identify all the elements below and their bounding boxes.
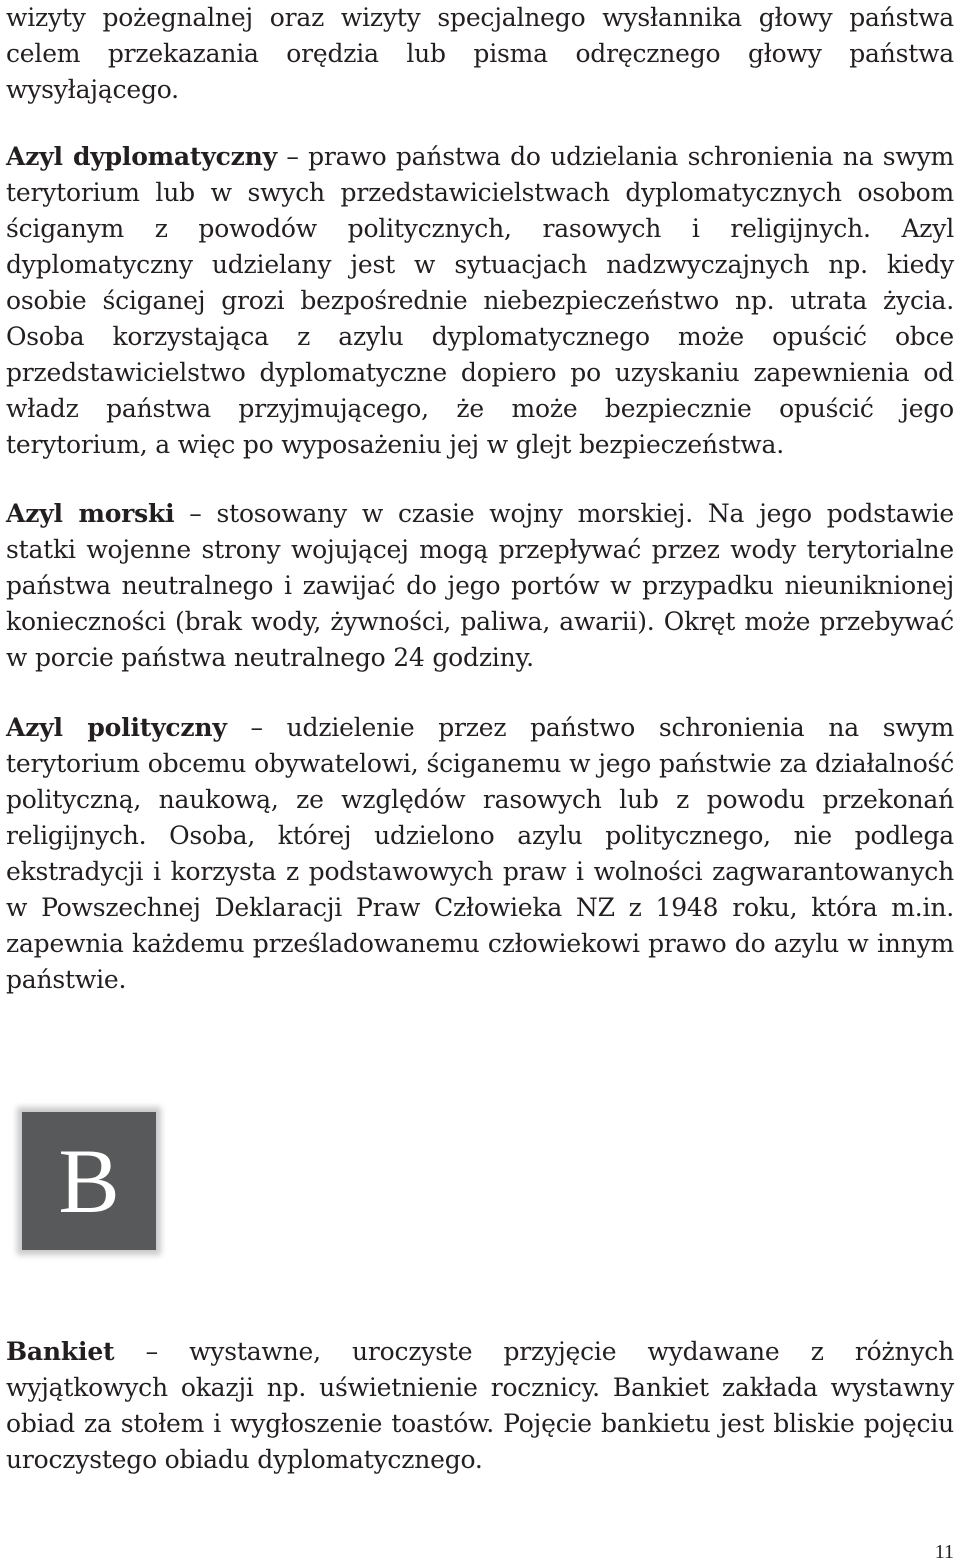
term: Azyl dyplomatyczny bbox=[6, 142, 277, 171]
entry-azyl-polityczny bbox=[6, 710, 954, 998]
section-letter: B bbox=[58, 1130, 120, 1232]
entry-azyl-dyplomatyczny bbox=[6, 139, 954, 463]
paragraph-continuation bbox=[6, 0, 954, 108]
page-number: 11 bbox=[934, 1541, 954, 1563]
entry-bankiet bbox=[6, 1334, 954, 1478]
definition-text: wizyty pożegnalnej oraz wizyty specjalnego wysłannika głowy państwa celem przekazania orędzia lub pisma odręcznego głowy państwa wysyłającego. bbox=[6, 3, 954, 104]
term: Bankiet bbox=[6, 1337, 115, 1366]
entry-azyl-morski bbox=[6, 496, 954, 676]
definition-text: – stosowany w czasie wojny morskiej. Na jego podstawie statki wojenne strony wojującej mogą przepływać przez wody terytorialne państwa neutralnego i zawijać do jego portów w przypadku nieuniknionej konieczności (brak wody, żywności, paliwa, awarii). Okręt może przebywać w porcie państwa neutralnego 24 godziny. bbox=[6, 499, 954, 672]
definition-text: – udzielenie przez państwo schronienia na swym terytorium obcemu obywatelowi, ściganemu w jego państwie za działalność polityczną, naukową, ze względów rasowych lub z powodu przekonań religijnych. Osoba, której udzielono azylu politycznego, nie podlega ekstradycji i korzysta z podstawowych praw i wolności zagwarantowanych w Powszechnej Deklaracji Praw Człowieka NZ z 1948 roku, która m.in. zapewnia każdemu prześladowanemu człowiekowi prawo do azylu w innym państwie. bbox=[6, 713, 954, 994]
section-letter-box bbox=[22, 1112, 156, 1250]
definition-text: – wystawne, uroczyste przyjęcie wydawane z różnych wyjątkowych okazji np. uświetnienie rocznicy. Bankiet zakłada wystawny obiad za stołem i wygłoszenie toastów. Pojęcie bankietu jest bliskie pojęciu uroczystego obiadu dyplomatycznego. bbox=[6, 1337, 954, 1474]
term: Azyl morski bbox=[6, 499, 175, 528]
term: Azyl polityczny bbox=[6, 713, 227, 742]
definition-text: – prawo państwa do udzielania schronienia na swym terytorium lub w swych przedstawicielstwach dyplomatycznych osobom ściganym z powodów politycznych, rasowych i religijnych. Azyl dyplomatyczny udzielany jest w sytuacjach nadzwyczajnych np. kiedy osobie ściganej grozi bezpośrednie niebezpieczeństwo np. utrata życia. Osoba korzystająca z azylu dyplomatycznego może opuścić obce przedstawicielstwo dyplomatyczne dopiero po uzyskaniu zapewnienia od władz państwa przyjmującego, że może bezpiecznie opuścić jego terytorium, a więc po wyposażeniu jej w glejt bezpieczeństwa. bbox=[6, 142, 954, 459]
